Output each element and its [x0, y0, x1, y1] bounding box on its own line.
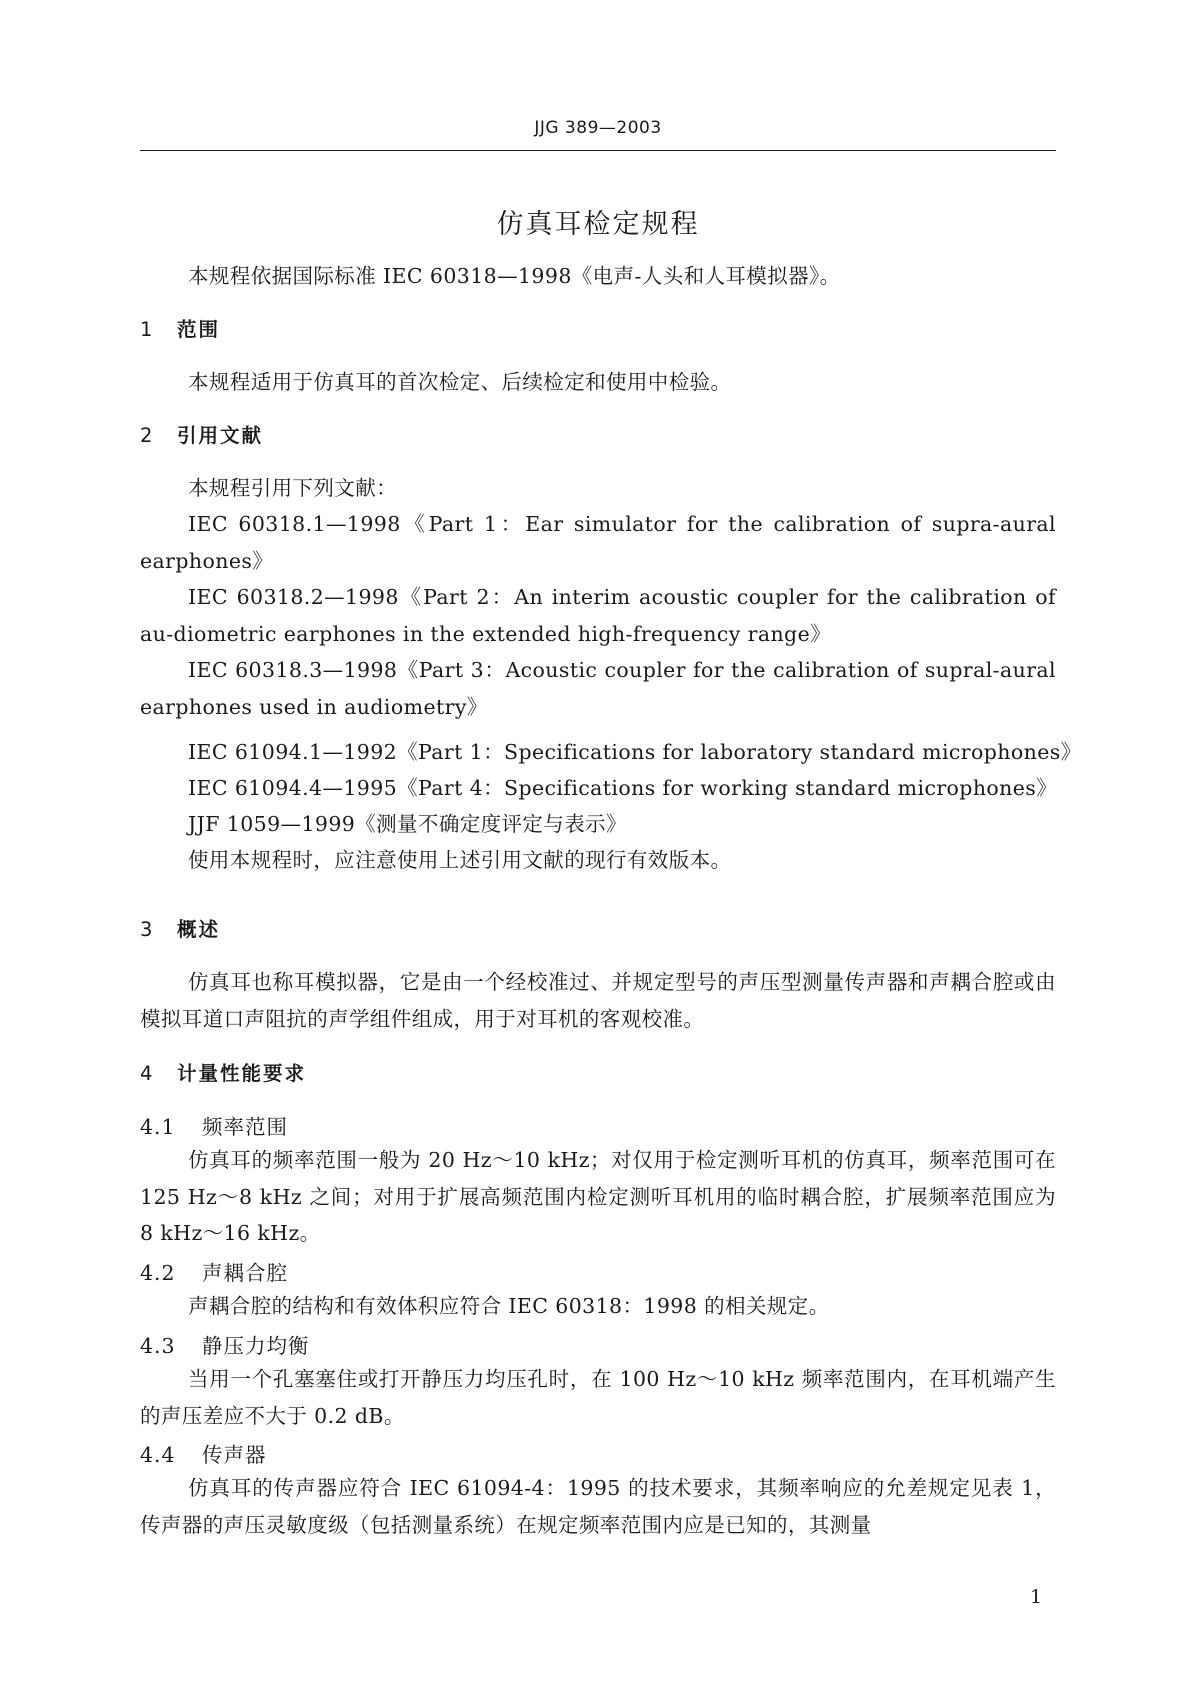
- subsection-4-3-body: 当用一个孔塞塞住或打开静压力均压孔时，在 100 Hz～10 kHz 频率范围内，在耳机端产生的声压差应不大于 0.2 dB。: [140, 1367, 1056, 1428]
- subsection-number: 4.4: [140, 1443, 176, 1467]
- subsection-title: 传声器: [202, 1443, 267, 1467]
- subsection-number: 4.2: [140, 1261, 176, 1285]
- subsection-title: 静压力均衡: [202, 1334, 310, 1358]
- section-1-body: 本规程适用于仿真耳的首次检定、后续检定和使用中检验。: [188, 370, 732, 394]
- subsection-title: 频率范围: [202, 1115, 288, 1139]
- section-2-heading: [140, 420, 263, 448]
- reference-item: IEC 60318.1—1998《Part 1：Ear simulator for the calibration of supra-aural earphones》: [140, 512, 1056, 573]
- section-1-heading: [140, 314, 220, 342]
- section-title: 概述: [177, 918, 221, 941]
- document-code-header: JJG 389—2003: [534, 118, 662, 138]
- reference-item: IEC 60318.2—1998《Part 2：An interim acoustic coupler for the calibration of au-diometric earphones in the extended high-frequency range》: [140, 585, 1056, 646]
- section-title: 引用文献: [177, 424, 264, 447]
- page-number: 1: [1030, 1586, 1043, 1608]
- references-lead: 本规程引用下列文献：: [188, 476, 397, 500]
- reference-item: IEC 60318.3—1998《Part 3：Acoustic coupler for the calibration of supral-aural earphones used in audiometry》: [140, 658, 1056, 719]
- section-number: 4: [140, 1062, 155, 1085]
- section-title: 计量性能要求: [177, 1062, 307, 1085]
- subsection-title: 声耦合腔: [202, 1261, 288, 1285]
- reference-item: IEC 61094.4—1995《Part 4：Specifications for working standard microphones》: [188, 776, 1058, 800]
- section-title: 范围: [177, 318, 221, 341]
- reference-item: JJF 1059—1999《测量不确定度评定与表示》: [188, 812, 627, 836]
- subsection-4-4-heading: [140, 1438, 267, 1468]
- header-divider: [140, 150, 1056, 151]
- subsection-number: 4.1: [140, 1115, 176, 1139]
- section-number: 1: [140, 318, 155, 341]
- page-title: 仿真耳检定规程: [496, 209, 700, 240]
- references-note: 使用本规程时，应注意使用上述引用文献的现行有效版本。: [188, 848, 732, 872]
- subsection-4-1-heading: [140, 1110, 288, 1140]
- subsection-4-1-body: 仿真耳的频率范围一般为 20 Hz～10 kHz；对仅用于检定测听耳机的仿真耳，频率范围可在 125 Hz～8 kHz 之间；对用于扩展高频范围内检定测听耳机用的临时耦合腔，扩展频率范围应为 8 kHz～16 kHz。: [140, 1148, 1056, 1245]
- subsection-4-3-heading: [140, 1329, 310, 1359]
- subsection-number: 4.3: [140, 1334, 176, 1358]
- intro-paragraph: 本规程依据国际标准 IEC 60318—1998《电声-人头和人耳模拟器》。: [188, 264, 841, 288]
- subsection-4-2-body: 声耦合腔的结构和有效体积应符合 IEC 60318：1998 的相关规定。: [188, 1294, 830, 1318]
- subsection-4-2-heading: [140, 1256, 288, 1286]
- section-number: 3: [140, 918, 155, 941]
- section-3-heading: [140, 914, 220, 942]
- reference-item: IEC 61094.1—1992《Part 1：Specifications for laboratory standard microphones》: [188, 740, 1082, 764]
- section-4-heading: [140, 1058, 306, 1086]
- subsection-4-4-body: 仿真耳的传声器应符合 IEC 61094-4：1995 的技术要求，其频率响应的允差规定见表 1，传声器的声压灵敏度级（包括测量系统）在规定频率范围内应是已知的，其测量: [140, 1476, 1056, 1537]
- section-3-body: 仿真耳也称耳模拟器，它是由一个经校准过、并规定型号的声压型测量传声器和声耦合腔或由模拟耳道口声阻抗的声学组件组成，用于对耳机的客观校准。: [140, 970, 1056, 1031]
- section-number: 2: [140, 424, 155, 447]
